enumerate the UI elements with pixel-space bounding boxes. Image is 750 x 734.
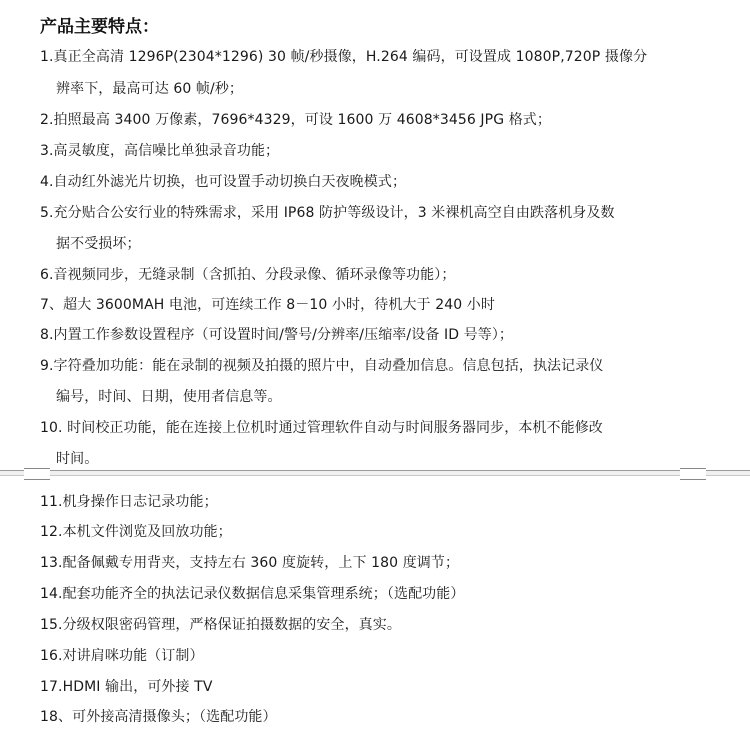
feature-line-continued: 辨率下，最高可达 60 帧/秒； — [56, 81, 244, 97]
page-break-marker-left — [24, 468, 50, 480]
feature-line: 2.拍照最高 3400 万像素，7696*4329，可设 1600 万 4608*3456 JPG 格式； — [40, 112, 552, 128]
feature-line: 17.HDMI 输出，可外接 TV — [40, 679, 213, 695]
feature-line-continued: 据不受损坏； — [56, 236, 141, 252]
feature-line: 5.充分贴合公安行业的特殊需求，采用 IP68 防护等级设计，3 米裸机高空自由跌落机身及数 — [40, 205, 615, 221]
feature-line: 11.机身操作日志记录功能； — [40, 494, 218, 510]
page-break-marker-right — [680, 468, 706, 480]
feature-line: 1.真正全高清 1296P(2304*1296) 30 帧/秒摄像，H.264 编码，可设置成 1080P,720P 摄像分 — [40, 49, 648, 65]
feature-line: 3.高灵敏度，高信噪比单独录音功能； — [40, 143, 280, 159]
document-title: 产品主要特点： — [40, 17, 159, 37]
feature-line: 15.分级权限密码管理，严格保证拍摄数据的安全，真实。 — [40, 617, 401, 633]
feature-line: 16.对讲肩咪功能（订制） — [40, 648, 204, 664]
page-edge-bottom — [0, 475, 750, 476]
feature-line: 13.配备佩戴专用背夹，支持左右 360 度旋转，上下 180 度调节； — [40, 555, 460, 571]
page-break — [0, 466, 750, 480]
feature-line: 8.内置工作参数设置程序（可设置时间/警号/分辨率/压缩率/设备 ID 号等）； — [40, 327, 514, 343]
feature-line: 10. 时间校正功能，能在连接上位机时通过管理软件自动与时间服务器同步，本机不能修改 — [40, 420, 603, 436]
feature-line: 9.字符叠加功能：能在录制的视频及拍摄的照片中，自动叠加信息。信息包括，执法记录仪 — [40, 358, 604, 374]
feature-line: 4.自动红外滤光片切换，也可设置手动切换白天夜晚模式； — [40, 174, 407, 190]
page-edge-top — [0, 470, 750, 471]
feature-line-continued: 编号，时间、日期，使用者信息等。 — [56, 389, 282, 405]
feature-line: 12.本机文件浏览及回放功能； — [40, 524, 232, 540]
feature-line: 18、可外接高清摄像头；（选配功能） — [40, 709, 277, 725]
feature-line-continued: 时间。 — [56, 451, 99, 467]
feature-line: 14.配套功能齐全的执法记录仪数据信息采集管理系统；（选配功能） — [40, 586, 465, 602]
feature-line: 6.音视频同步，无缝录制（含抓拍、分段录像、循环录像等功能）； — [40, 267, 456, 283]
feature-line: 7、超大 3600MAH 电池，可连续工作 8－10 小时，待机大于 240 小时 — [40, 297, 495, 313]
